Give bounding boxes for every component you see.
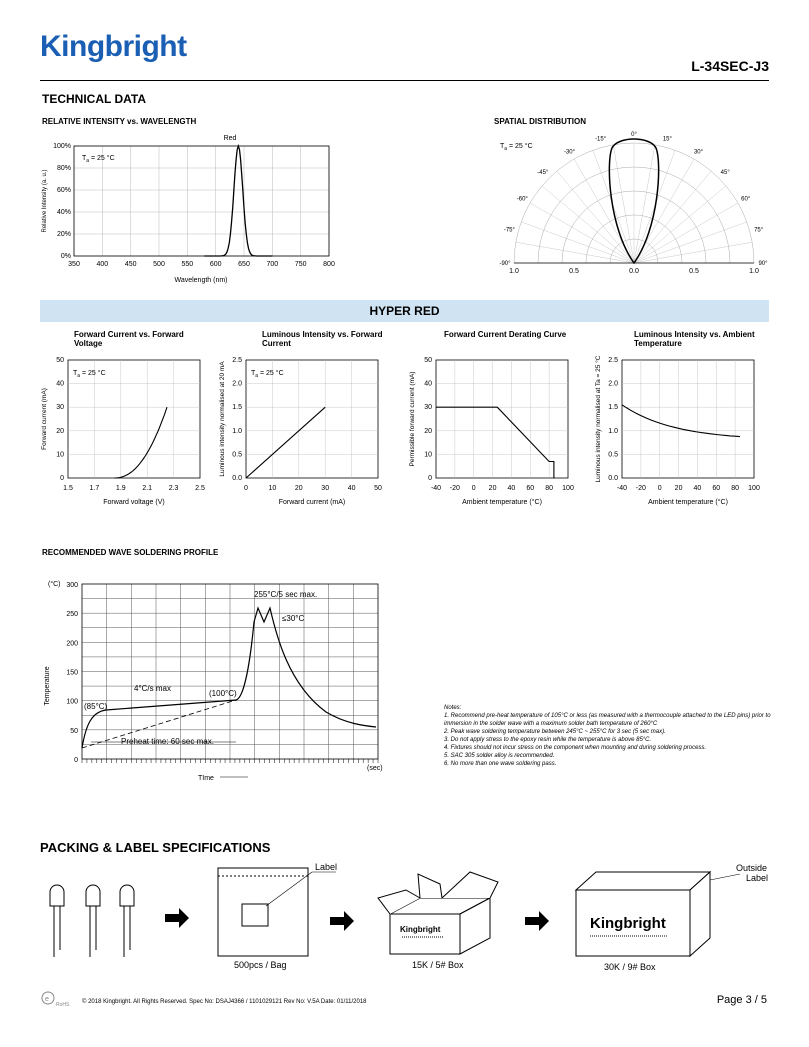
angle-label: 0°	[631, 132, 637, 138]
chart-derating	[404, 352, 584, 512]
x-tick-label: 800	[323, 261, 335, 268]
box-icon	[378, 872, 498, 954]
angle-label: -30°	[563, 149, 576, 156]
notes	[444, 704, 774, 768]
angle-label: 30°	[693, 149, 704, 156]
box-logo: Kingbright	[400, 925, 441, 934]
y-tick-label: 1.5	[608, 404, 618, 412]
y-tick-label: 100%	[53, 143, 71, 150]
outside-label-callout-1: Outside	[736, 863, 768, 873]
x-tick-label: 400	[96, 261, 109, 268]
arrow-icon	[330, 911, 354, 931]
hyper-red-title: HYPER RED	[369, 304, 440, 318]
data-series	[436, 407, 554, 478]
spatial-chart	[494, 128, 774, 278]
y-tick-label: 30	[424, 404, 432, 412]
x-axis-label: Forward voltage (V)	[103, 499, 165, 506]
x-tick-label: 100	[562, 485, 574, 492]
note-item: 2. Peak wave soldering temperature between 245°C ~ 255°C for 3 sec (5 sec max).	[444, 729, 666, 735]
x-tick-label: 500	[153, 261, 165, 268]
chart-luminous-current	[214, 352, 394, 512]
y-tick-label: 50	[70, 727, 78, 735]
led-icon	[50, 885, 134, 957]
x-tick-label: 550	[181, 261, 194, 268]
box-caption: 15K / 5# Box	[412, 960, 464, 970]
y-tick-label: 1.5	[232, 404, 242, 412]
x-axis-label: Ambient temperature (°C)	[462, 499, 542, 506]
y-tick-label: 80%	[56, 165, 71, 172]
y-tick-label: 10	[424, 451, 432, 459]
y-tick-label: 50	[424, 357, 432, 364]
y-tick-label: 60%	[56, 187, 71, 194]
y-tick-label: 1.0	[608, 427, 618, 435]
x-tick-label: 1.7	[89, 485, 100, 492]
carton-caption: 30K / 9# Box	[604, 962, 656, 972]
y-tick-label: 200	[66, 640, 78, 648]
y-tick-label: 0	[428, 475, 432, 482]
y-tick-label: 0.0	[232, 475, 242, 482]
radial-label: 0.5	[569, 268, 579, 275]
svg-text:e: e	[45, 996, 49, 1003]
x-tick-label: 80	[731, 485, 740, 492]
x-tick-label: 10	[268, 485, 277, 492]
label-callout: Label	[315, 862, 338, 872]
chart3-title: Forward Current Derating Curve	[444, 330, 567, 339]
angle-label: -15°	[595, 136, 607, 143]
angle-label: -60°	[516, 196, 528, 203]
condition-label: $T_a = 25$ °C	[73, 370, 106, 379]
x-tick-label: 650	[238, 261, 250, 268]
x-unit: (sec)	[367, 765, 383, 772]
angle-label: 75°	[754, 227, 764, 234]
y-axis-label: Forward current (mA)	[41, 388, 48, 450]
delta-annotation: ≤30°C	[282, 614, 305, 623]
series-label: Red	[223, 135, 237, 142]
x-tick-label: 30	[321, 485, 330, 492]
rate-annotation: 4°C/s max	[134, 684, 171, 693]
x-axis-label: Ambient temperature (°C)	[648, 499, 728, 506]
condition-label: $T_a = 25$ °C	[82, 155, 115, 164]
y-tick-label: 0.5	[608, 451, 618, 459]
carton-logo: Kingbright	[590, 915, 666, 932]
section-title: TECHNICAL DATA	[42, 92, 146, 106]
note-item: 6. No more than one wave soldering pass.	[444, 761, 557, 767]
soldering-title: RECOMMENDED WAVE SOLDERING PROFILE	[42, 548, 219, 557]
y-tick-label: 150	[66, 669, 78, 677]
wavelength-chart	[38, 128, 338, 284]
x-tick-label: 40	[507, 485, 516, 492]
y-tick-label: 2.5	[608, 357, 618, 364]
y-tick-label: 0%	[60, 253, 71, 260]
data-series	[114, 407, 167, 478]
x-tick-label: 20	[294, 485, 303, 492]
y-tick-label: 20%	[56, 231, 71, 238]
angle-label: -90°	[499, 261, 511, 267]
condition-label: $T_a = 25$ °C	[500, 143, 533, 152]
radial-label: 1.0	[509, 268, 519, 275]
x-tick-label: 1.9	[115, 485, 126, 492]
y-tick-label: 2.0	[608, 380, 618, 388]
rohs-icon	[40, 990, 80, 1008]
notes-title: Notes:	[444, 705, 462, 711]
angle-label: 45°	[720, 169, 730, 176]
x-tick-label: 50	[374, 485, 382, 492]
chart4-title: Luminous Intensity vs. Ambient Temperature	[634, 330, 755, 348]
y-tick-label: 40%	[56, 209, 71, 216]
x-tick-label: 2.5	[195, 485, 205, 492]
data-series	[622, 405, 740, 437]
chart1-title: Forward Current vs. Forward Voltage	[74, 330, 184, 348]
y-tick-label: 30	[56, 404, 64, 412]
note-item: 5. SAC 305 solder alloy is recommended.	[444, 753, 555, 759]
angle-label: 15°	[662, 136, 672, 143]
chart-luminous-temp	[590, 352, 770, 512]
y-axis-label: Luminous intensity normalised at Ta = 25 °C	[595, 355, 602, 483]
x-tick-label: 450	[124, 261, 137, 268]
y-tick-label: 0.0	[608, 475, 618, 482]
angle-label: -75°	[503, 227, 515, 234]
y-tick-label: 2.0	[232, 380, 242, 388]
y-tick-label: 20	[424, 427, 432, 435]
note-item: 4. Fixtures should not incur stress on the component when mounting and during soldering process.	[444, 745, 707, 751]
x-tick-label: 0	[244, 485, 248, 492]
y-tick-label: 0	[74, 757, 78, 764]
x-tick-label: 2.1	[142, 485, 153, 492]
header-divider	[40, 80, 769, 81]
y-tick-label: 2.5	[232, 357, 242, 364]
soldering-profile-chart	[36, 574, 396, 794]
x-tick-label: 20	[674, 485, 683, 492]
y-axis-label: Luminous intensity normalised at 20 mA	[219, 361, 226, 477]
x-tick-label: 600	[209, 261, 222, 268]
angle-label: -45°	[537, 169, 549, 176]
x-axis-label: TIme	[198, 775, 214, 782]
chart2-title: Luminous Intensity vs. Forward Current	[262, 330, 383, 348]
y-tick-label: 40	[56, 380, 64, 388]
hyper-red-banner	[40, 300, 769, 322]
radial-label: 0.5	[689, 268, 699, 275]
x-tick-label: 1.5	[63, 485, 73, 492]
carton-icon	[576, 872, 710, 956]
y-tick-label: 1.0	[232, 427, 242, 435]
part-number: L-34SEC-J3	[691, 58, 769, 74]
angle-label: 90°	[758, 261, 768, 267]
x-tick-label: 40	[693, 485, 702, 492]
y-axis-label: Temperature	[44, 666, 51, 706]
x-tick-label: 100	[748, 485, 760, 492]
x-axis-label: Wavelength (nm)	[174, 277, 228, 284]
radial-label: 1.0	[749, 268, 759, 275]
x-tick-label: -40	[430, 485, 442, 492]
data-series	[246, 407, 325, 478]
footer-text: © 2018 Kingbright. All Rights Reserved. Spec No: DSAJ4366 / 1101029121 Rev No: V.5A Date: 01/11/2018	[82, 999, 367, 1005]
wavelength-chart-title: RELATIVE INTENSITY vs. WAVELENGTH	[42, 117, 197, 126]
bag-caption: 500pcs / Bag	[234, 960, 287, 970]
x-axis-label: Forward current (mA)	[278, 499, 346, 506]
peak-annotation: 255°C/5 sec max.	[254, 590, 318, 599]
x-tick-label: 350	[68, 261, 80, 268]
y-tick-label: 20	[56, 427, 64, 435]
y-tick-label: 40	[424, 380, 432, 388]
x-tick-label: 80	[545, 485, 554, 492]
outside-label-callout-2: Label	[746, 873, 769, 883]
note-item: 1. Recommend pre-heat temperature of 105°C or less (as measured with a thermocouple attached to the LED pins) prior to immersion in the solder wave with a maximum solder bath temperature of 260°C	[444, 713, 771, 727]
condition-label: $T_a = 25$ °C	[251, 370, 284, 379]
x-tick-label: 20	[488, 485, 497, 492]
note-item: 3. Do not apply stress to the epoxy resin while the temperature is above 85°C.	[444, 737, 652, 743]
y-tick-label: 50	[56, 357, 64, 364]
x-tick-label: 60	[526, 485, 535, 492]
y-tick-label: 0.5	[232, 451, 242, 459]
t85-annotation: (85°C)	[84, 702, 108, 711]
y-axis-label: Permissible forward current (mA)	[409, 371, 416, 467]
preheat-annotation: Preheat time: 60 sec max.	[121, 737, 214, 746]
y-tick-label: 10	[56, 451, 64, 459]
x-tick-label: 0	[471, 485, 476, 492]
chart-forward-current	[36, 352, 211, 512]
kingbright-logo: Kingbright	[40, 30, 187, 63]
angle-label: 60°	[741, 196, 751, 203]
x-tick-label: 2.3	[168, 485, 179, 492]
x-tick-label: -20	[635, 485, 646, 492]
y-tick-label: 250	[66, 611, 78, 619]
bag-label-icon	[242, 904, 268, 926]
x-tick-label: 0	[657, 485, 662, 492]
y-unit: (°C)	[48, 581, 61, 588]
arrow-icon	[165, 908, 189, 928]
radial-label: 0.0	[629, 268, 639, 275]
x-tick-label: 750	[294, 261, 307, 268]
svg-text:RoHS: RoHS	[56, 1002, 70, 1008]
x-tick-label: 60	[712, 485, 721, 492]
y-tick-label: 300	[66, 582, 78, 589]
t100-annotation: (100°C)	[209, 689, 237, 698]
y-tick-label: 100	[66, 698, 78, 706]
x-tick-label: 40	[347, 485, 356, 492]
x-tick-label: -20	[449, 485, 460, 492]
profile-curve	[82, 608, 376, 748]
page-number: Page 3 / 5	[716, 994, 767, 1006]
y-axis-label: Relative Intensity (a. u.)	[42, 169, 48, 233]
y-tick-label: 0	[60, 475, 64, 482]
x-tick-label: 700	[266, 261, 279, 268]
packing-title: PACKING & LABEL SPECIFICATIONS	[40, 840, 271, 855]
spatial-chart-title: SPATIAL DISTRIBUTION	[494, 117, 586, 126]
x-tick-label: -40	[616, 485, 628, 492]
packing-illustration	[40, 862, 775, 982]
arrow-icon	[525, 911, 549, 931]
